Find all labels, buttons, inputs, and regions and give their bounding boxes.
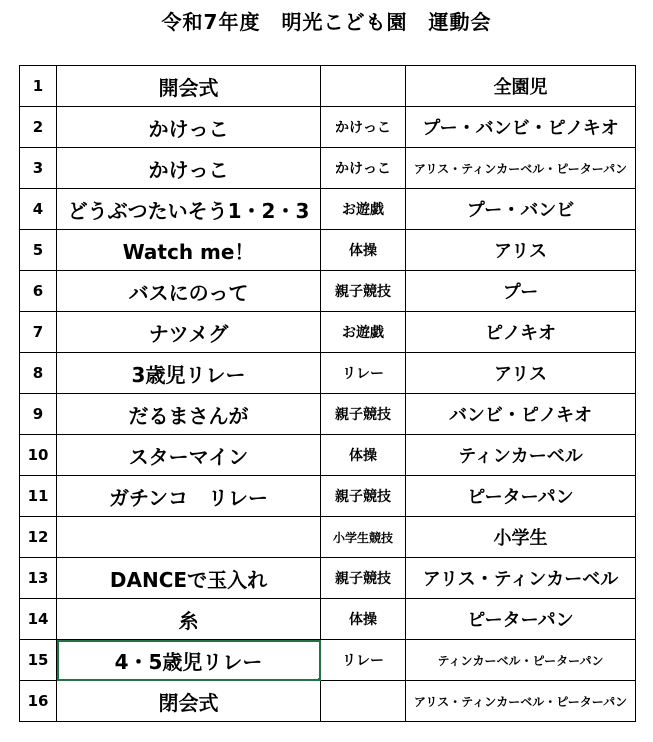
cell-event-name[interactable]: かけっこ <box>57 107 321 148</box>
table-row <box>20 107 636 148</box>
cell-event-name[interactable]: ガチンコ リレー <box>57 476 321 517</box>
cell-participants[interactable]: ティンカーベル・ピーターパン <box>406 640 636 681</box>
cell-number[interactable]: 1 <box>20 66 57 107</box>
table-row <box>20 435 636 476</box>
cell-event-type[interactable]: お遊戯 <box>321 189 406 230</box>
cell-number[interactable]: 10 <box>20 435 57 476</box>
cell-event-name[interactable]: 閉会式 <box>57 681 321 722</box>
table-row <box>20 189 636 230</box>
cell-event-name[interactable]: バスにのって <box>57 271 321 312</box>
cell-participants[interactable]: 全園児 <box>406 66 636 107</box>
cell-participants[interactable]: アリス・ティンカーベル・ピーターパン <box>406 148 636 189</box>
cell-event-type[interactable]: かけっこ <box>321 107 406 148</box>
cell-number[interactable]: 5 <box>20 230 57 271</box>
cell-number[interactable]: 4 <box>20 189 57 230</box>
cell-event-type[interactable]: 体操 <box>321 435 406 476</box>
cell-number[interactable]: 8 <box>20 353 57 394</box>
page-title: 令和7年度 明光こども園 運動会 <box>161 10 492 34</box>
cell-event-type[interactable]: かけっこ <box>321 148 406 189</box>
cell-participants[interactable]: ピーターパン <box>406 599 636 640</box>
table-row <box>20 599 636 640</box>
cell-participants[interactable]: バンビ・ピノキオ <box>406 394 636 435</box>
cell-participants[interactable]: アリス・ティンカーベル・ピーターパン <box>406 681 636 722</box>
cell-participants[interactable]: アリス <box>406 353 636 394</box>
cell-event-type[interactable] <box>321 681 406 722</box>
cell-number[interactable]: 12 <box>20 517 57 558</box>
cell-number[interactable]: 7 <box>20 312 57 353</box>
cell-participants[interactable]: ピーターパン <box>406 476 636 517</box>
table-row <box>20 476 636 517</box>
cell-event-name[interactable]: Watch me！ <box>57 230 321 271</box>
table-row <box>20 681 636 722</box>
cell-number[interactable]: 15 <box>20 640 57 681</box>
cell-participants[interactable]: 小学生 <box>406 517 636 558</box>
cell-event-name[interactable]: どうぶつたいそう1・2・3 <box>57 189 321 230</box>
cell-number[interactable]: 3 <box>20 148 57 189</box>
table-row <box>20 640 636 681</box>
cell-number[interactable]: 9 <box>20 394 57 435</box>
cell-event-name[interactable]: DANCEで玉入れ <box>57 558 321 599</box>
cell-event-type[interactable]: お遊戯 <box>321 312 406 353</box>
cell-event-type[interactable]: 体操 <box>321 230 406 271</box>
cell-participants[interactable]: プー <box>406 271 636 312</box>
cell-event-name[interactable]: かけっこ <box>57 148 321 189</box>
cell-number[interactable]: 16 <box>20 681 57 722</box>
cell-participants[interactable]: ティンカーベル <box>406 435 636 476</box>
table-row <box>20 517 636 558</box>
cell-event-name[interactable]: 3歳児リレー <box>57 353 321 394</box>
cell-event-type[interactable]: リレー <box>321 640 406 681</box>
cell-event-name-selected[interactable]: 4・5歳児リレー <box>57 640 321 681</box>
cell-number[interactable]: 2 <box>20 107 57 148</box>
cell-number[interactable]: 11 <box>20 476 57 517</box>
table-row <box>20 230 636 271</box>
cell-number[interactable]: 14 <box>20 599 57 640</box>
cell-event-name[interactable]: だるまさんが <box>57 394 321 435</box>
table-row <box>20 66 636 107</box>
table-row <box>20 558 636 599</box>
cell-event-type[interactable]: 親子競技 <box>321 271 406 312</box>
cell-event-type[interactable]: 小学生競技 <box>321 517 406 558</box>
cell-event-name[interactable]: 糸 <box>57 599 321 640</box>
table-row <box>20 353 636 394</box>
cell-event-type[interactable]: 親子競技 <box>321 394 406 435</box>
cell-participants[interactable]: プー・バンビ <box>406 189 636 230</box>
table-row <box>20 148 636 189</box>
cell-event-type[interactable]: リレー <box>321 353 406 394</box>
cell-event-type[interactable]: 親子競技 <box>321 558 406 599</box>
cell-event-name[interactable]: ナツメグ <box>57 312 321 353</box>
cell-participants[interactable]: アリス・ティンカーベル <box>406 558 636 599</box>
cell-participants[interactable]: アリス <box>406 230 636 271</box>
program-table <box>19 65 636 722</box>
cell-event-name[interactable]: 開会式 <box>57 66 321 107</box>
cell-number[interactable]: 13 <box>20 558 57 599</box>
cell-event-name[interactable]: スターマイン <box>57 435 321 476</box>
table-row <box>20 394 636 435</box>
cell-participants[interactable]: プー・バンビ・ピノキオ <box>406 107 636 148</box>
table-row <box>20 312 636 353</box>
cell-event-type[interactable] <box>321 66 406 107</box>
cell-event-type[interactable]: 親子競技 <box>321 476 406 517</box>
cell-event-name[interactable] <box>57 517 321 558</box>
cell-participants[interactable]: ピノキオ <box>406 312 636 353</box>
cell-number[interactable]: 6 <box>20 271 57 312</box>
table-row <box>20 271 636 312</box>
cell-event-type[interactable]: 体操 <box>321 599 406 640</box>
